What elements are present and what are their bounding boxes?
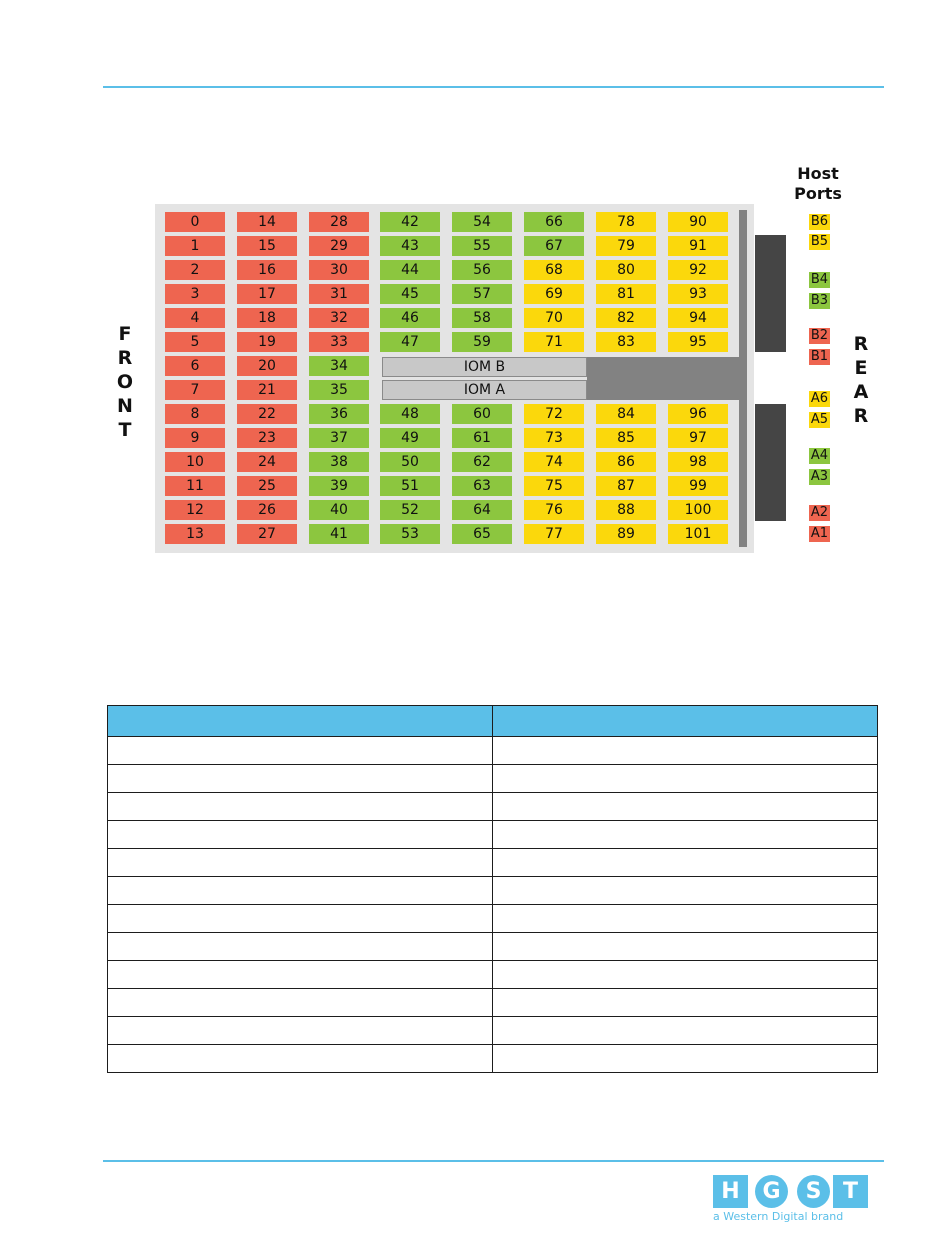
drive-slot-2: 2: [165, 260, 225, 280]
logo-letter: G: [755, 1175, 788, 1208]
host-port-a3: A3: [810, 469, 829, 484]
table-cell: [493, 765, 878, 793]
drive-slot-34: 34: [309, 356, 369, 376]
drive-slot-84: 84: [596, 404, 656, 424]
rear-connector-block-b: [755, 235, 786, 352]
drive-slot-66: 66: [524, 212, 584, 232]
drive-slot-87: 87: [596, 476, 656, 496]
drive-slot-56: 56: [452, 260, 512, 280]
drive-slot-38: 38: [309, 452, 369, 472]
rear-label-letter: E: [854, 357, 868, 379]
table-row: [108, 849, 878, 877]
table-cell: [108, 989, 493, 1017]
drive-slot-50: 50: [380, 452, 440, 472]
drive-slot-3: 3: [165, 284, 225, 304]
drive-slot-17: 17: [237, 284, 297, 304]
drive-slot-71: 71: [524, 332, 584, 352]
table-cell: [493, 933, 878, 961]
table-cell: [493, 737, 878, 765]
table-row: [108, 961, 878, 989]
drive-slot-88: 88: [596, 500, 656, 520]
drive-slot-55: 55: [452, 236, 512, 256]
drive-slot-79: 79: [596, 236, 656, 256]
table-cell: [493, 1045, 878, 1073]
logo-tagline: a Western Digital brand: [713, 1210, 844, 1223]
drive-slot-94: 94: [668, 308, 728, 328]
drive-slot-96: 96: [668, 404, 728, 424]
drive-slot-69: 69: [524, 284, 584, 304]
drive-slot-10: 10: [165, 452, 225, 472]
drive-slot-1: 1: [165, 236, 225, 256]
host-port-a6: A6: [810, 391, 829, 406]
drive-slot-58: 58: [452, 308, 512, 328]
table-row: [108, 821, 878, 849]
drive-slot-76: 76: [524, 500, 584, 520]
drive-slot-30: 30: [309, 260, 369, 280]
drive-slot-74: 74: [524, 452, 584, 472]
drive-slot-49: 49: [380, 428, 440, 448]
table-cell: [108, 1045, 493, 1073]
drive-slot-75: 75: [524, 476, 584, 496]
drive-slot-25: 25: [237, 476, 297, 496]
front-label: [114, 322, 136, 442]
drive-slot-24: 24: [237, 452, 297, 472]
drive-slot-80: 80: [596, 260, 656, 280]
drive-slot-45: 45: [380, 284, 440, 304]
table-row: [108, 1017, 878, 1045]
front-label-letter: R: [117, 347, 133, 369]
drive-slot-77: 77: [524, 524, 584, 544]
table-cell: [108, 849, 493, 877]
drive-slot-89: 89: [596, 524, 656, 544]
drive-slot-63: 63: [452, 476, 512, 496]
drive-slot-6: 6: [165, 356, 225, 376]
host-port-b2: B2: [810, 328, 829, 343]
drive-slot-95: 95: [668, 332, 728, 352]
drive-slot-60: 60: [452, 404, 512, 424]
front-label-letter: T: [118, 419, 132, 441]
drive-slot-92: 92: [668, 260, 728, 280]
drive-slot-26: 26: [237, 500, 297, 520]
drive-slot-81: 81: [596, 284, 656, 304]
drive-slot-73: 73: [524, 428, 584, 448]
iom-b-module: IOM B: [382, 357, 587, 377]
front-label-letter: O: [116, 371, 134, 393]
table-cell: [493, 821, 878, 849]
drive-slot-36: 36: [309, 404, 369, 424]
rear-label-letter: R: [853, 405, 869, 427]
drive-slot-22: 22: [237, 404, 297, 424]
footer-rule: [103, 1160, 884, 1162]
drive-slot-68: 68: [524, 260, 584, 280]
table-cell: [108, 821, 493, 849]
table-header-cell: [493, 706, 878, 737]
drive-slot-93: 93: [668, 284, 728, 304]
drive-slot-61: 61: [452, 428, 512, 448]
drive-slot-31: 31: [309, 284, 369, 304]
rear-connector-block-a: [755, 404, 786, 521]
table-cell: [108, 961, 493, 989]
table-cell: [493, 849, 878, 877]
drive-slot-18: 18: [237, 308, 297, 328]
drive-slot-37: 37: [309, 428, 369, 448]
drive-slot-43: 43: [380, 236, 440, 256]
rear-label-letter: A: [853, 381, 869, 403]
drive-slot-86: 86: [596, 452, 656, 472]
drive-slot-23: 23: [237, 428, 297, 448]
table-row: [108, 1045, 878, 1073]
drive-slot-67: 67: [524, 236, 584, 256]
drive-slot-54: 54: [452, 212, 512, 232]
front-label-letter: N: [117, 395, 133, 417]
rear-label: [850, 332, 872, 428]
drive-slot-53: 53: [380, 524, 440, 544]
backplane-bar: [739, 210, 747, 547]
table-cell: [108, 765, 493, 793]
drive-slot-21: 21: [237, 380, 297, 400]
drive-slot-70: 70: [524, 308, 584, 328]
drive-slot-5: 5: [165, 332, 225, 352]
logo-letter: H: [713, 1175, 748, 1208]
drive-slot-100: 100: [668, 500, 728, 520]
drive-slot-29: 29: [309, 236, 369, 256]
table-row: [108, 905, 878, 933]
drive-slot-85: 85: [596, 428, 656, 448]
drive-slot-42: 42: [380, 212, 440, 232]
drive-slot-0: 0: [165, 212, 225, 232]
drive-slot-44: 44: [380, 260, 440, 280]
table-cell: [108, 877, 493, 905]
host-port-a5: A5: [810, 412, 829, 427]
host-port-b3: B3: [810, 293, 829, 308]
host-port-a2: A2: [810, 505, 829, 520]
drive-slot-97: 97: [668, 428, 728, 448]
drive-slot-33: 33: [309, 332, 369, 352]
drive-slot-8: 8: [165, 404, 225, 424]
drive-slot-98: 98: [668, 452, 728, 472]
drive-slot-13: 13: [165, 524, 225, 544]
drive-slot-62: 62: [452, 452, 512, 472]
table-cell: [493, 989, 878, 1017]
table-row: [108, 933, 878, 961]
drive-slot-32: 32: [309, 308, 369, 328]
drive-slot-9: 9: [165, 428, 225, 448]
host-port-a1: A1: [810, 526, 829, 541]
drive-slot-40: 40: [309, 500, 369, 520]
table-row: [108, 877, 878, 905]
drive-slot-51: 51: [380, 476, 440, 496]
table-row: [108, 793, 878, 821]
data-table: [107, 705, 878, 1073]
drive-slot-12: 12: [165, 500, 225, 520]
drive-slot-11: 11: [165, 476, 225, 496]
logo-letter: T: [833, 1175, 868, 1208]
drive-slot-78: 78: [596, 212, 656, 232]
drive-slot-57: 57: [452, 284, 512, 304]
table-header-cell: [108, 706, 493, 737]
drive-slot-52: 52: [380, 500, 440, 520]
drive-slot-19: 19: [237, 332, 297, 352]
logo-letter: S: [797, 1175, 830, 1208]
drive-slot-83: 83: [596, 332, 656, 352]
drive-slot-91: 91: [668, 236, 728, 256]
table-row: [108, 765, 878, 793]
front-label-letter: F: [118, 323, 132, 345]
drive-slot-4: 4: [165, 308, 225, 328]
drive-slot-59: 59: [452, 332, 512, 352]
drive-slot-64: 64: [452, 500, 512, 520]
header-rule: [103, 86, 884, 88]
table-row: [108, 737, 878, 765]
rear-label-letter: R: [853, 333, 869, 355]
drive-slot-39: 39: [309, 476, 369, 496]
drive-slot-65: 65: [452, 524, 512, 544]
hgst-logo: [713, 1175, 873, 1227]
host-port-b1: B1: [810, 349, 829, 364]
drive-slot-90: 90: [668, 212, 728, 232]
drive-slot-16: 16: [237, 260, 297, 280]
table-cell: [493, 961, 878, 989]
drive-slot-99: 99: [668, 476, 728, 496]
drive-slot-15: 15: [237, 236, 297, 256]
table-cell: [108, 933, 493, 961]
drive-slot-14: 14: [237, 212, 297, 232]
host-port-a4: A4: [810, 448, 829, 463]
host-ports-title: Host Ports: [794, 164, 842, 203]
table-cell: [493, 877, 878, 905]
host-port-b4: B4: [810, 272, 829, 287]
table-cell: [493, 1017, 878, 1045]
table-cell: [108, 793, 493, 821]
iom-a-module: IOM A: [382, 380, 587, 400]
drive-slot-27: 27: [237, 524, 297, 544]
table-cell: [108, 737, 493, 765]
table-row: [108, 989, 878, 1017]
table-cell: [493, 793, 878, 821]
drive-slot-48: 48: [380, 404, 440, 424]
drive-slot-41: 41: [309, 524, 369, 544]
drive-slot-28: 28: [309, 212, 369, 232]
table-body: [108, 737, 878, 1073]
drive-slot-101: 101: [668, 524, 728, 544]
iom-connector: [587, 357, 747, 400]
drive-slot-82: 82: [596, 308, 656, 328]
host-port-b5: B5: [810, 234, 829, 249]
table-cell: [493, 905, 878, 933]
drive-slot-46: 46: [380, 308, 440, 328]
drive-slot-72: 72: [524, 404, 584, 424]
table-cell: [108, 1017, 493, 1045]
host-port-b6: B6: [810, 214, 829, 229]
drive-slot-7: 7: [165, 380, 225, 400]
table-header-row: [108, 706, 878, 737]
table-cell: [108, 905, 493, 933]
drive-slot-47: 47: [380, 332, 440, 352]
drive-slot-35: 35: [309, 380, 369, 400]
drive-slot-20: 20: [237, 356, 297, 376]
